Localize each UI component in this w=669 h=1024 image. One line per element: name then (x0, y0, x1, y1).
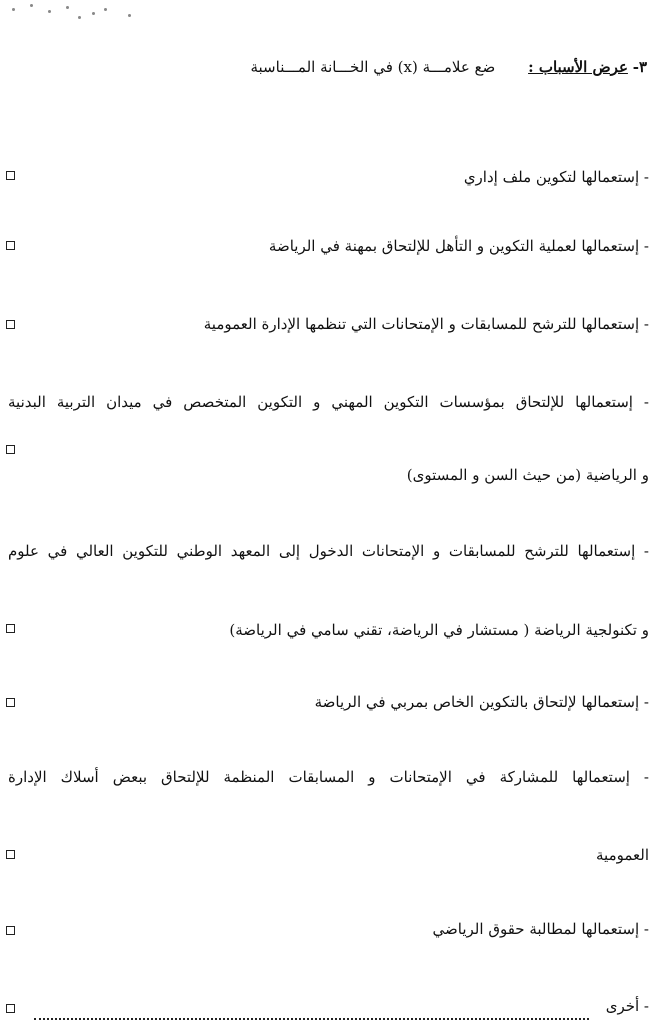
section-header (27, 58, 647, 76)
option-checkbox-6[interactable] (6, 698, 15, 707)
option-text-1: - إستعمالها لتكوين ملف إداري (463, 168, 649, 186)
option-text-7-line1: - إستعمالها للمشاركة في الإمتحانات و المسابقات المنظمة للإلتحاق ببعض أسلاك الإدارة (8, 768, 649, 786)
option-checkbox-3[interactable] (6, 320, 15, 329)
section-instruction: ضع علامـــة (x) في الخـــانة المـــناسبة (250, 58, 496, 76)
option-text-2: - إستعمالها لعملية التكوين و التأهل للإلتحاق بمهنة في الرياضة (268, 237, 649, 255)
option-text-4-line2: و الرياضية (من حيث السن و المستوى) (406, 466, 649, 484)
section-title: عرض الأسباب : (528, 58, 628, 76)
option-checkbox-8[interactable] (6, 926, 15, 935)
option-text-5-line2: و تكنولجية الرياضة ( مستشار في الرياضة، تقني سامي في الرياضة) (229, 621, 649, 639)
option-checkbox-other[interactable] (6, 1004, 15, 1013)
option-text-6: - إستعمالها لإلتحاق بالتكوين الخاص بمربي في الرياضة (314, 693, 649, 711)
option-text-7-line2: العمومية (596, 846, 649, 864)
scan-speckle (0, 0, 160, 26)
option-checkbox-2[interactable] (6, 241, 15, 250)
option-checkbox-1[interactable] (6, 171, 15, 180)
option-text-5-line1: - إستعمالها للترشح للمسابقات و الإمتحانات الدخول إلى المعهد الوطني للتكوين العالي في علوم (8, 542, 649, 560)
option-text-other: - أخرى (605, 997, 649, 1015)
option-checkbox-4[interactable] (6, 445, 15, 454)
option-text-3: - إستعمالها للترشح للمسابقات و الإمتحانات التي تنظمها الإدارة العمومية (203, 315, 649, 333)
option-checkbox-7[interactable] (6, 850, 15, 859)
other-fill-line[interactable] (34, 1018, 589, 1020)
option-text-4-line1: - إستعمالها للإلتحاق بمؤسسات التكوين المهني و التكوين المتخصص في ميدان التربية البدنية (8, 393, 649, 411)
option-text-8: - إستعمالها لمطالبة حقوق الرياضي (432, 920, 649, 938)
section-number: ٣- (632, 58, 647, 76)
option-checkbox-5[interactable] (6, 624, 15, 633)
